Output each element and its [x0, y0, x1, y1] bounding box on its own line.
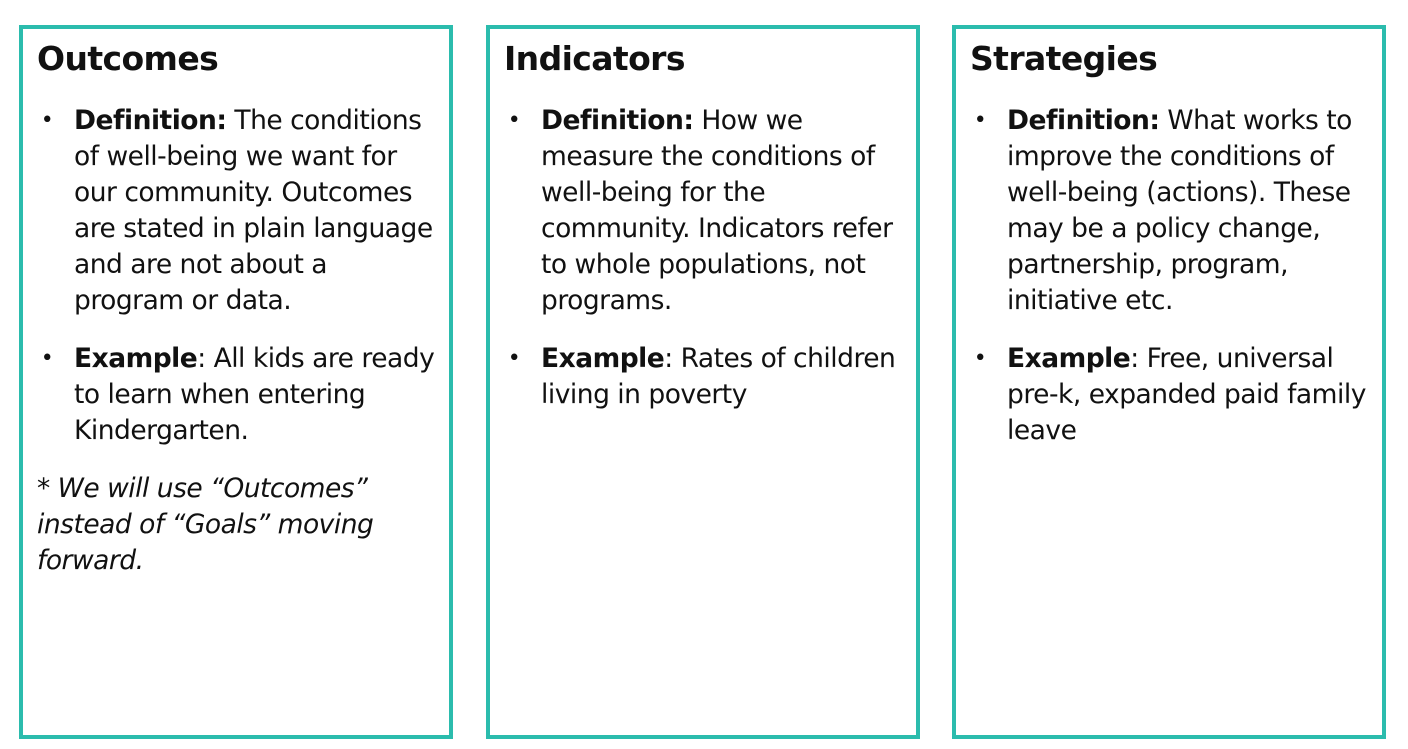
- outcomes-definition-text: The conditions of well-being we want for our community. Outcomes are stated in plain language and are not about a program or data.: [74, 105, 433, 316]
- strategies-example-item: [970, 341, 1368, 449]
- outcomes-example-text: : All kids are ready to learn when entering Kindergarten.: [74, 343, 435, 446]
- outcomes-definition-label: Definition:: [74, 105, 227, 136]
- bullet-icon: •: [973, 346, 987, 371]
- strategies-definition-label: Definition:: [1007, 105, 1160, 136]
- strategies-panel: [952, 25, 1386, 739]
- indicators-panel: [486, 25, 920, 739]
- outcomes-example-label: Example: [74, 343, 198, 374]
- outcomes-definition-item: [37, 103, 435, 319]
- indicators-example-item: [504, 341, 902, 413]
- bullet-icon: •: [973, 108, 987, 133]
- bullet-icon: •: [40, 108, 54, 133]
- indicators-example-text: : Rates of children living in poverty: [541, 343, 896, 410]
- bullet-icon: •: [40, 346, 54, 371]
- strategies-example-label: Example: [1007, 343, 1131, 374]
- indicators-bullet-list: [504, 103, 902, 413]
- outcomes-example-item: [37, 341, 435, 449]
- indicators-title: Indicators: [504, 39, 685, 78]
- bullet-icon: •: [507, 346, 521, 371]
- indicators-definition-item: [504, 103, 902, 319]
- outcomes-title: Outcomes: [37, 39, 219, 78]
- strategies-example-text: : Free, universal pre-k, expanded paid family leave: [1007, 343, 1366, 446]
- indicators-definition-text: How we measure the conditions of well-being for the community. Indicators refer to whole populations, not programs.: [541, 105, 893, 316]
- indicators-definition-label: Definition:: [541, 105, 694, 136]
- strategies-definition-text: What works to improve the conditions of well-being (actions). These may be a policy change, partnership, program, initiative etc.: [1007, 105, 1352, 316]
- outcomes-bullet-list: [37, 103, 435, 449]
- strategies-definition-item: [970, 103, 1368, 319]
- strategies-bullet-list: [970, 103, 1368, 449]
- outcomes-note: * We will use “Outcomes” instead of “Goals” moving forward.: [37, 473, 374, 576]
- strategies-title: Strategies: [970, 39, 1158, 78]
- indicators-example-label: Example: [541, 343, 665, 374]
- bullet-icon: •: [507, 108, 521, 133]
- outcomes-panel: [19, 25, 453, 739]
